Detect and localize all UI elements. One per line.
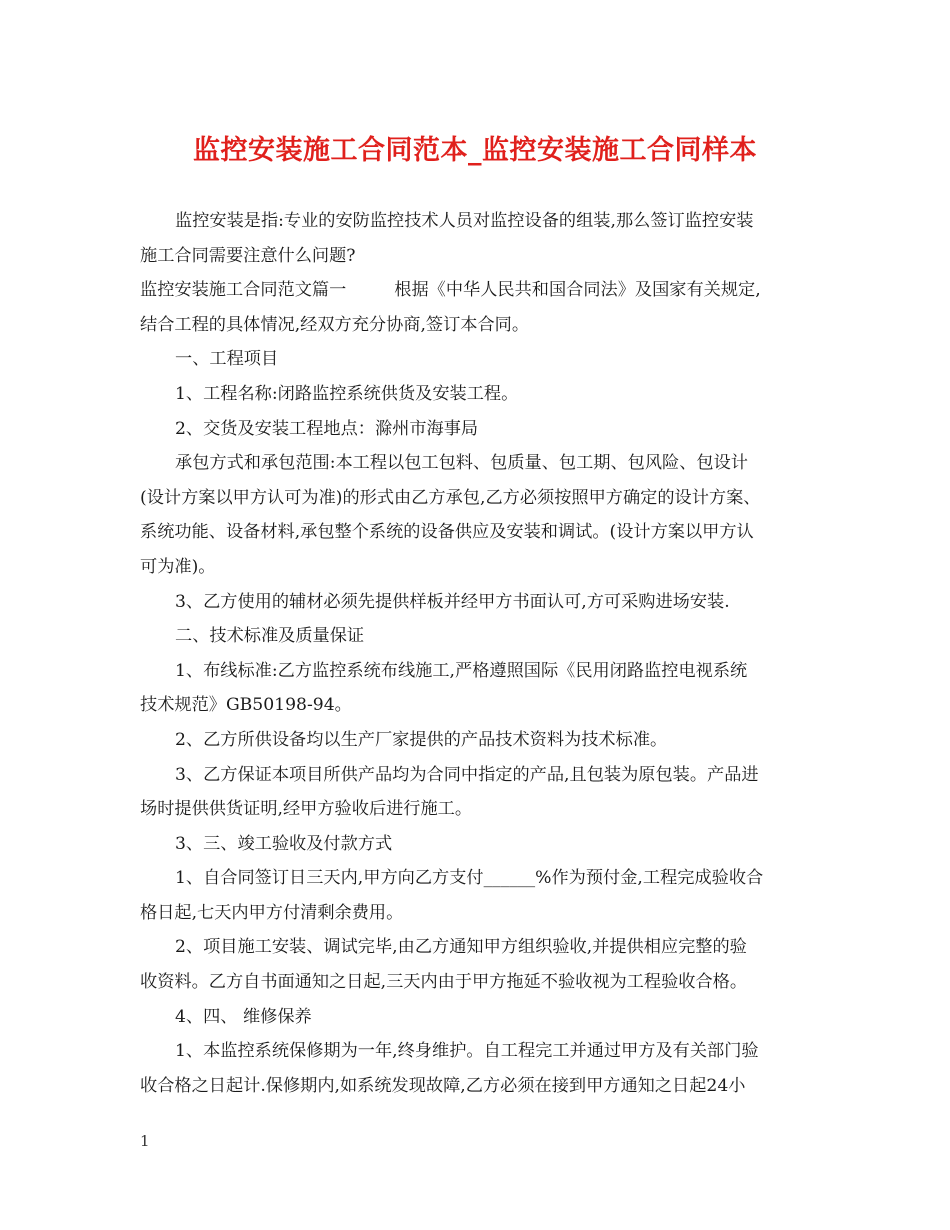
- text-line-content: 场时提供供货证明,经甲方验收后进行施工。: [140, 799, 473, 820]
- text-line-content: 2、乙方所供设备均以生产厂家提供的产品技术资料为技术标准。: [175, 729, 668, 750]
- text-line: [140, 515, 820, 550]
- text-line: [140, 204, 820, 239]
- text-line: [140, 446, 820, 481]
- text-line-content: 施工合同需要注意什么问题?: [140, 245, 356, 266]
- document-body: [140, 204, 820, 1103]
- text-line: [140, 896, 820, 931]
- text-line-content: 收资料。乙方自书面通知之日起,三天内由于甲方拖延不验收视为工程验收合格。: [140, 972, 748, 993]
- text-line-content: 3、乙方使用的辅材必须先提供样板并经甲方书面认可,方可采购进场安装.: [175, 591, 730, 612]
- text-line: [140, 861, 820, 896]
- text-line: [140, 654, 820, 689]
- text-line-content: 4、四、 维修保养: [175, 1006, 312, 1027]
- text-line: [140, 619, 820, 654]
- text-line-content: 一、工程项目: [175, 349, 279, 370]
- text-line-content: 二、技术标准及质量保证: [175, 626, 365, 647]
- text-line: [140, 585, 820, 620]
- text-line: [140, 1034, 820, 1069]
- text-line: [140, 412, 820, 447]
- text-line-content: (设计方案以甲方认可为准)的形式由乙方承包,乙方必须按照甲方确定的设计方案、: [140, 487, 761, 508]
- text-line-content: 1、布线标准:乙方监控系统布线施工,严格遵照国际《民用闭路监控电视系统: [175, 660, 748, 681]
- text-line: [140, 342, 820, 377]
- text-line-content: 监控安装是指:专业的安防监控技术人员对监控设备的组装,那么签订监控安装: [175, 211, 754, 231]
- text-line-content: 3、乙方保证本项目所供产品均为合同中指定的产品,且包装为原包装。产品进: [175, 764, 759, 785]
- text-line-content: 1、自合同签订日三天内,甲方向乙方支付______%作为预付金,工程完成验收合: [175, 868, 764, 889]
- text-line: [140, 758, 820, 793]
- text-line-content: 可为准)。: [140, 556, 216, 577]
- text-line-content: 技术规范》GB50198-94。: [140, 695, 352, 716]
- text-line-content: 1、本监控系统保修期为一年,终身维护。自工程完工并通过甲方及有关部门验: [175, 1041, 759, 1062]
- text-line: [140, 827, 820, 862]
- document-title: 监控安装施工合同范本_监控安装施工合同样本: [193, 135, 757, 166]
- text-line: [140, 930, 820, 965]
- text-line: [140, 792, 820, 827]
- text-line-content: 1、工程名称:闭路监控系统供货及安装工程。: [175, 383, 519, 404]
- text-line: [140, 239, 820, 274]
- text-line-content: 2、项目施工安装、调试完毕,由乙方通知甲方组织验收,并提供相应完整的验: [175, 937, 747, 958]
- text-line-content: 根据《中华人民共和国合同法》及国家有关规定,: [394, 280, 761, 301]
- text-line: [140, 481, 820, 516]
- text-line: [140, 377, 820, 412]
- text-line-content: 3、三、竣工验收及付款方式: [175, 833, 393, 854]
- text-line-content: 2、交货及安装工程地点：滁州市海事局: [175, 418, 479, 439]
- text-line: [140, 688, 820, 723]
- text-line: [140, 723, 820, 758]
- page-number: 1: [140, 1132, 150, 1150]
- text-line-content: 格日起,七天内甲方付清剩余费用。: [140, 902, 404, 923]
- text-line: [140, 550, 820, 585]
- text-line: [140, 308, 820, 343]
- text-line: [140, 965, 820, 1000]
- text-line-content: 承包方式和承包范围:本工程以包工包料、包质量、包工期、包风险、包设计: [175, 453, 748, 474]
- text-line: [140, 1000, 820, 1035]
- text-line: [140, 1069, 820, 1104]
- text-line: [140, 273, 820, 308]
- text-line-content: 系统功能、设备材料,承包整个系统的设备供应及安装和调试。(设计方案以甲方认: [140, 522, 754, 543]
- text-line-content: 结合工程的具体情况,经双方充分协商,签订本合同。: [140, 314, 530, 335]
- text-line-content: 监控安装施工合同范文篇一: [140, 280, 347, 301]
- text-line-content: 收合格之日起计.保修期内,如系统发现故障,乙方必须在接到甲方通知之日起24小: [140, 1075, 746, 1096]
